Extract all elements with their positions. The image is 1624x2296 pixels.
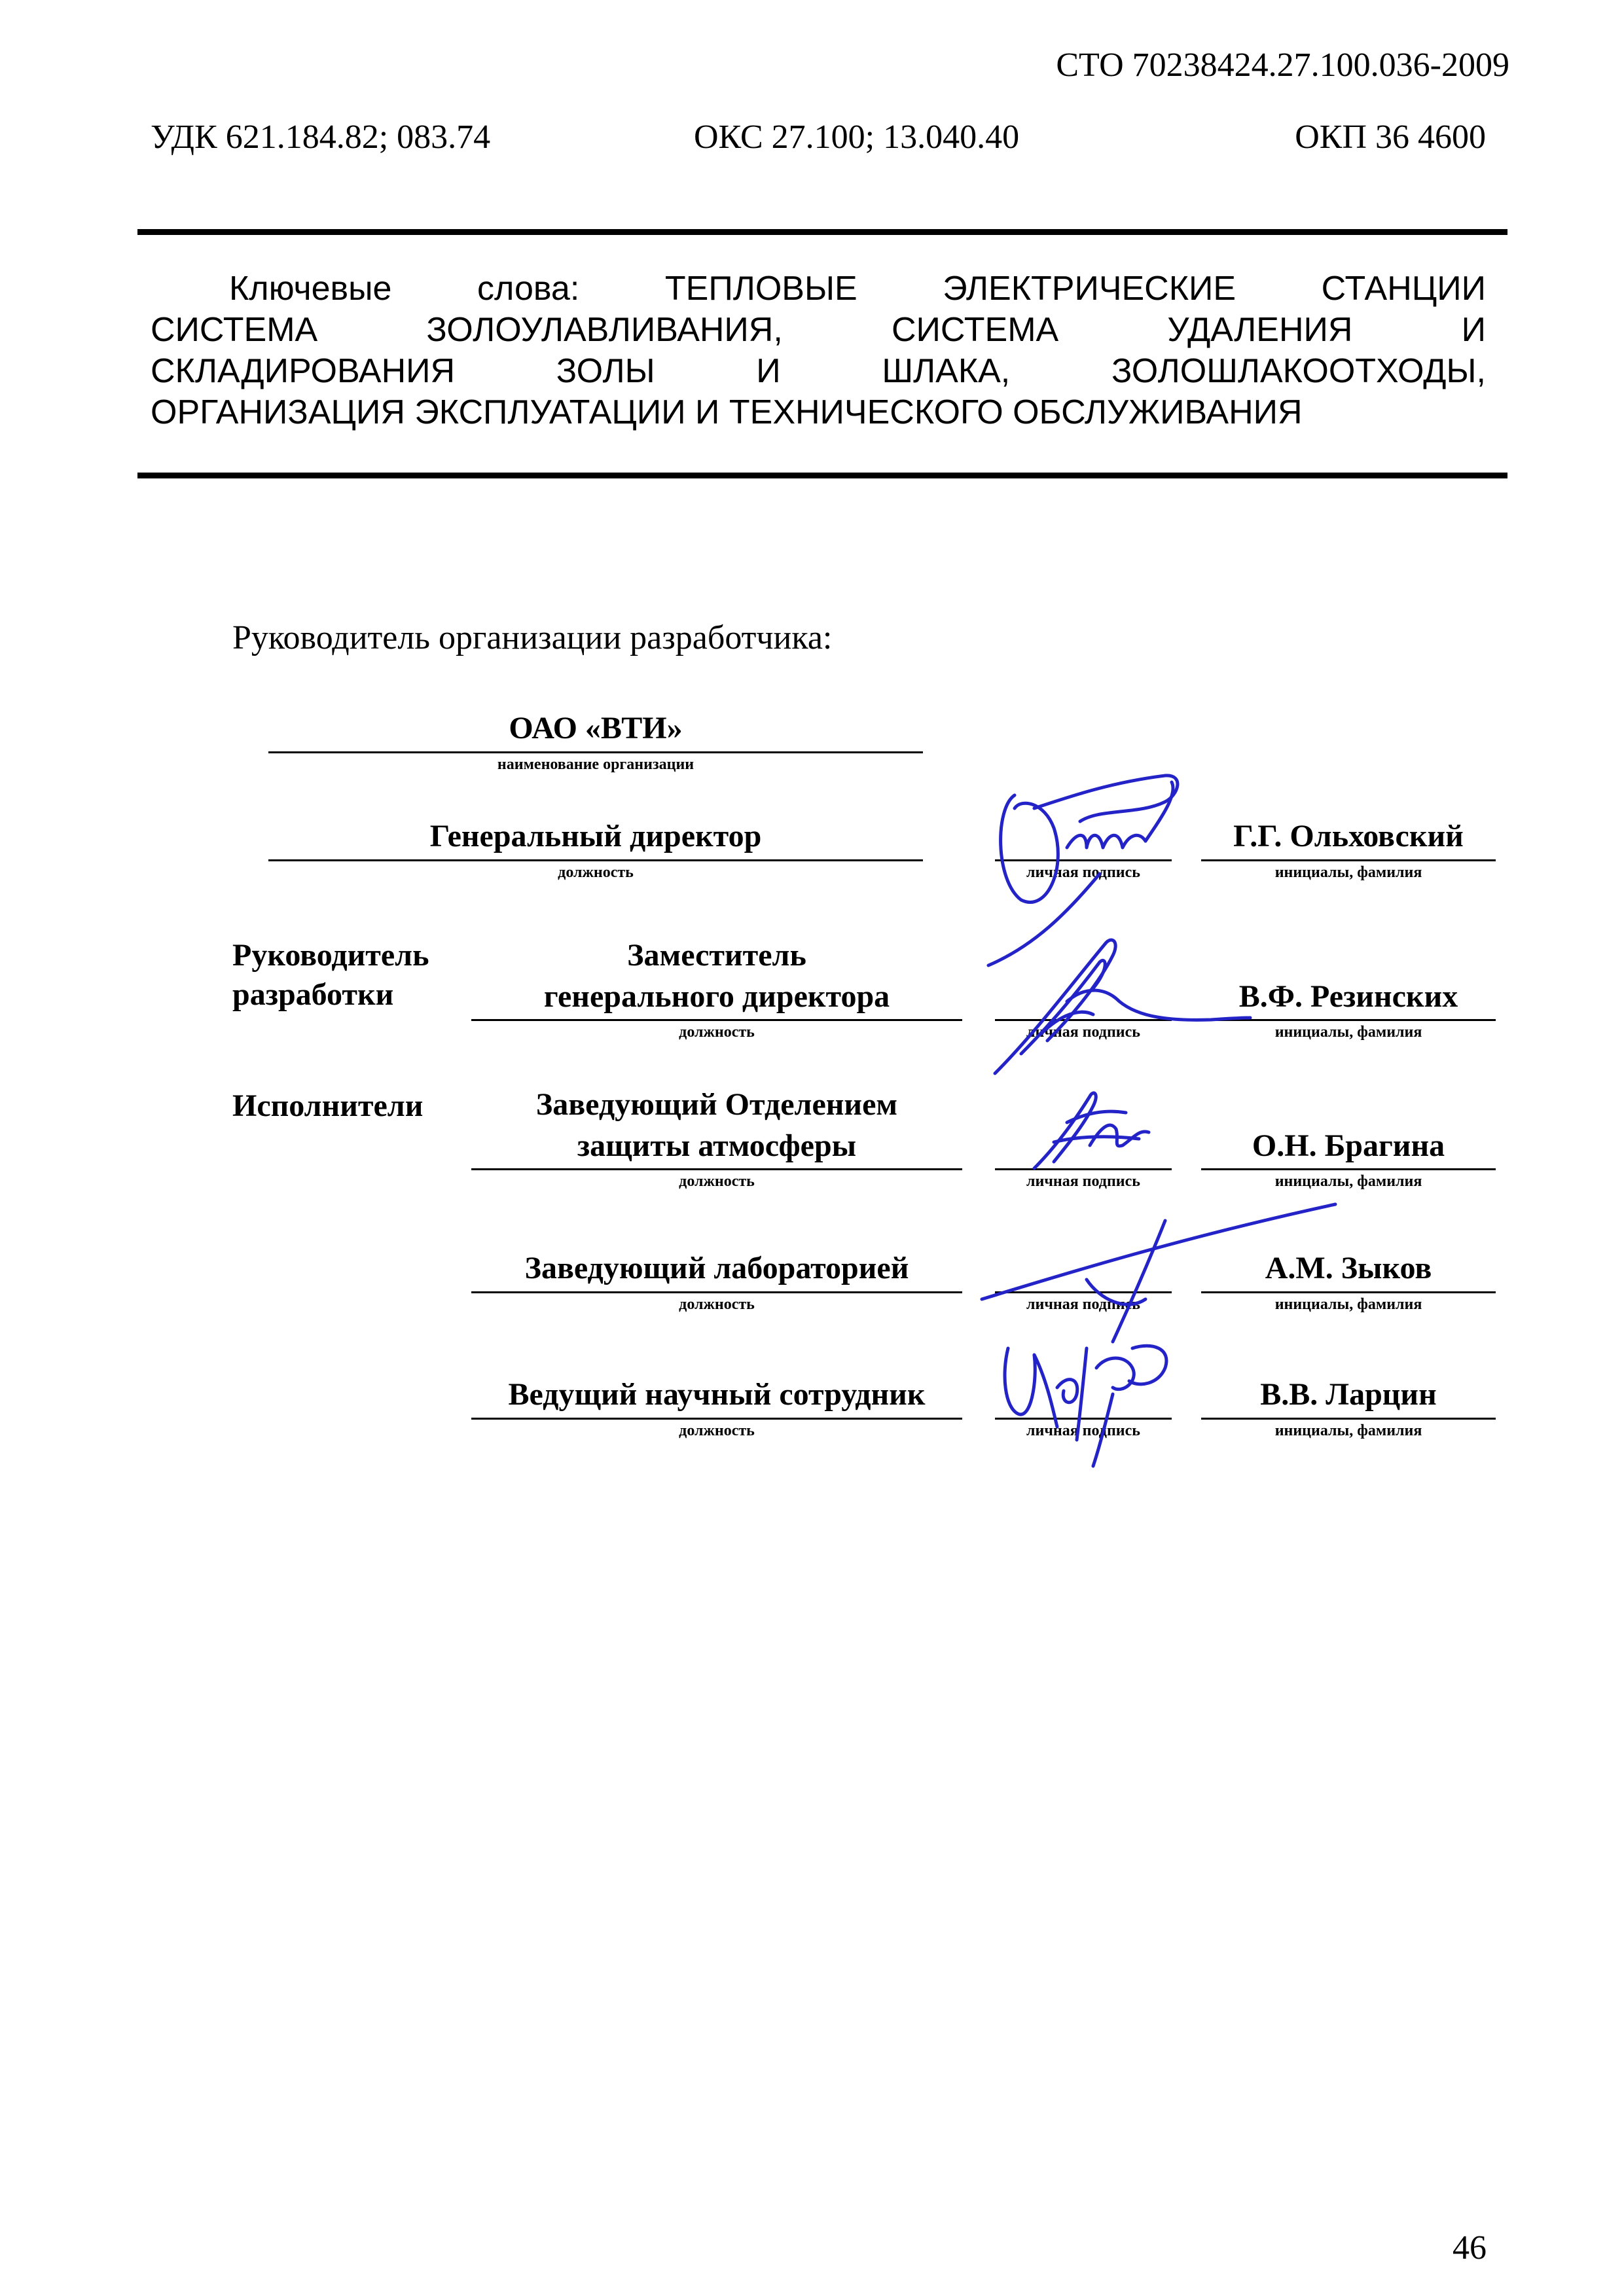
position-line xyxy=(471,1291,962,1293)
bottom-rule xyxy=(137,473,1507,478)
classification-row xyxy=(151,118,1486,164)
signature-bragina xyxy=(1028,1083,1191,1175)
name-line xyxy=(1201,1418,1496,1420)
position-caption: должность xyxy=(679,1296,755,1313)
name-caption: инициалы, фамилия xyxy=(1274,1422,1422,1439)
oks-code: ОКС 27.100; 13.040.40 xyxy=(694,118,1020,156)
development-head-label-line: Руководитель xyxy=(232,938,429,973)
position-caption: должность xyxy=(679,1024,755,1041)
performer-name: А.М. Зыков xyxy=(1265,1251,1432,1285)
keywords-line: СИСТЕМА ЗОЛОУЛАВЛИВАНИЯ, СИСТЕМА УДАЛЕНИЯ И xyxy=(151,311,1486,349)
performer-position-line1: Заведующий Отделением xyxy=(535,1087,898,1122)
organization-line xyxy=(268,751,923,753)
keywords-line: ОРГАНИЗАЦИЯ ЭКСПЛУАТАЦИИ И ТЕХНИЧЕСКОГО ОБСЛУЖИВАНИЯ xyxy=(151,393,1303,431)
signature-caption: личная подпись xyxy=(1026,1422,1140,1439)
performer-position-line1: Заведующий лабораторией xyxy=(524,1251,909,1285)
position-line xyxy=(268,859,923,861)
name-caption: инициалы, фамилия xyxy=(1274,1024,1422,1041)
position-caption: должность xyxy=(679,1173,755,1190)
keywords-line: Ключевые слова: ТЕПЛОВЫЕ ЭЛЕКТРИЧЕСКИЕ СТАНЦИИ xyxy=(229,270,1486,308)
director-position: Генеральный директор xyxy=(429,819,762,853)
name-caption: инициалы, фамилия xyxy=(1274,1173,1422,1190)
position-line xyxy=(471,1418,962,1420)
keywords-line: СКЛАДИРОВАНИЯ ЗОЛЫ И ШЛАКА, ЗОЛОШЛАКООТХОДЫ, xyxy=(151,352,1486,390)
director-name: Г.Г. Ольховский xyxy=(1233,819,1464,853)
signature-lartsin xyxy=(982,1329,1204,1473)
name-caption: инициалы, фамилия xyxy=(1274,864,1422,881)
performer-position-line1: Ведущий научный сотрудник xyxy=(508,1377,926,1412)
name-line xyxy=(1201,1168,1496,1170)
performers-label: Исполнители xyxy=(232,1088,424,1123)
signature-caption: личная подпись xyxy=(1026,1296,1140,1313)
performer-name: В.В. Ларцин xyxy=(1260,1377,1437,1412)
developer-head-title: Руководитель организации разработчика: xyxy=(232,619,833,656)
organization-caption: наименование организации xyxy=(497,756,695,773)
signature-caption: личная подпись xyxy=(1026,1173,1140,1190)
signature-caption: личная подпись xyxy=(1026,1024,1140,1041)
position-caption: должность xyxy=(558,864,634,881)
top-rule xyxy=(137,229,1507,235)
deputy-position-line1: Заместитель xyxy=(627,938,806,973)
name-line xyxy=(1201,859,1496,861)
development-head-label-line: разработки xyxy=(232,977,394,1012)
signature-rezinskikh xyxy=(982,923,1257,1086)
performer-name: О.Н. Брагина xyxy=(1252,1128,1445,1163)
organization-name: ОАО «ВТИ» xyxy=(509,711,683,745)
keywords-block xyxy=(151,268,1486,433)
position-line xyxy=(471,1019,962,1021)
okp-code: ОКП 36 4600 xyxy=(1295,118,1486,156)
page-number: 46 xyxy=(1453,2229,1487,2267)
position-line xyxy=(471,1168,962,1170)
document-code: СТО 70238424.27.100.036-2009 xyxy=(1056,46,1509,84)
deputy-position-line2: генерального директора xyxy=(543,979,890,1014)
development-head-label xyxy=(232,936,429,1014)
deputy-name: В.Ф. Резинских xyxy=(1238,979,1458,1014)
udk-code: УДК 621.184.82; 083.74 xyxy=(151,118,491,156)
name-caption: инициалы, фамилия xyxy=(1274,1296,1422,1313)
signature-caption: личная подпись xyxy=(1026,864,1140,881)
signature-zykov xyxy=(969,1201,1348,1345)
performer-position-line2: защиты атмосферы xyxy=(577,1128,857,1163)
position-caption: должность xyxy=(679,1422,755,1439)
